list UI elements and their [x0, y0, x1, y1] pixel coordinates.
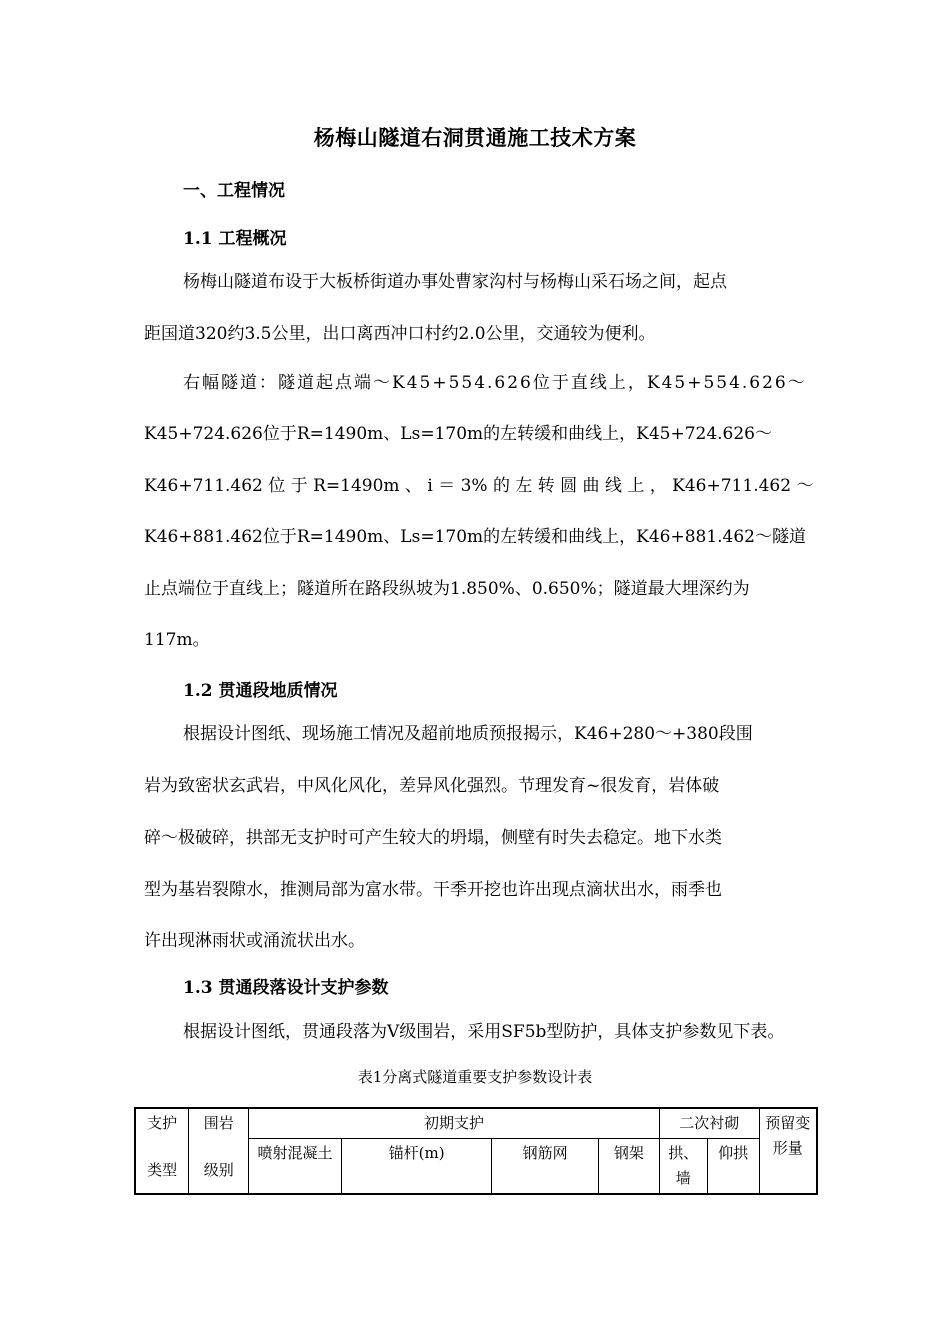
paragraph-line: K45+724.626位于R=1490m、Ls=170m的左转缓和曲线上，K45+724.626～	[144, 424, 773, 444]
paragraph-line: 距国道320约3.5公里，出口离西冲口村约2.0公里，交通较为便利。	[144, 324, 656, 344]
header-text: 围岩	[203, 1114, 234, 1132]
header-text: 类型	[147, 1161, 178, 1179]
paragraph-line: K46+881.462位于R=1490m、Ls=170m的左转缓和曲线上，K46+881.462～隧道	[144, 527, 807, 547]
paragraph-line: 根据设计图纸、现场施工情况及超前地质预报揭示，K46+280～+380段围	[183, 724, 753, 744]
support-parameter-table	[134, 1107, 818, 1195]
header-text: 级别	[203, 1161, 234, 1179]
paragraph-line: 型为基岩裂隙水，推测局部为富水带。干季开挖也许出现点滴状出水，雨季也	[144, 880, 722, 900]
subsection-heading-1-3: 1.3 贯通段落设计支护参数	[183, 978, 389, 998]
header-text: 支护	[147, 1114, 178, 1132]
paragraph-support-params: 根据设计图纸，贯通段落为Ⅴ级围岩，采用SF5b型防护，具体支护参数见下表。	[183, 1022, 785, 1042]
subheader-mesh: 钢筋网	[492, 1139, 599, 1195]
header-initial-support: 初期支护	[249, 1108, 660, 1139]
paragraph-line: 右幅隧道：隧道起点端～K45+554.626位于直线上，K45+554.626～	[183, 373, 807, 393]
paragraph-line: 止点端位于直线上；隧道所在路段纵坡为1.850%、0.650%；隧道最大埋深约为	[144, 579, 750, 599]
paragraph-line: 杨梅山隧道布设于大板桥街道办事处曹家沟村与杨梅山采石场之间，起点	[183, 272, 727, 292]
subsection-heading-1-1: 1.1 工程概况	[183, 229, 287, 249]
section-heading-1: 一、工程情况	[183, 181, 285, 201]
paragraph-line: 岩为致密状玄武岩，中风化风化，差异风化强烈。节理发育~很发育，岩体破	[144, 776, 720, 796]
paragraph-line: K46+711.462 位 于 R=1490m 、 i ＝ 3% 的 左 转 圆 曲 线 上 ， K46+711.462 ～	[144, 476, 814, 496]
document-title: 杨梅山隧道右洞贯通施工技术方案	[313, 125, 637, 150]
table-caption: 表1分离式隧道重要支护参数设计表	[357, 1068, 593, 1086]
header-secondary-lining: 二次衬砌	[659, 1108, 759, 1139]
table-header-row	[135, 1108, 817, 1139]
header-support-type	[135, 1108, 189, 1194]
subsection-heading-1-2: 1.2 贯通段地质情况	[183, 681, 338, 701]
subheader-bolt: 锚杆(m)	[341, 1139, 491, 1195]
subheader-invert: 仰拱	[707, 1139, 759, 1195]
subheader-arch-wall: 拱、墙	[659, 1139, 707, 1195]
header-rock-grade	[189, 1108, 249, 1194]
paragraph-line: 碎～极破碎，拱部无支护时可产生较大的坍塌，侧壁有时失去稳定。地下水类	[144, 828, 722, 848]
subheader-steel-frame: 钢架	[598, 1139, 659, 1195]
subheader-shotcrete: 喷射混凝土	[249, 1139, 342, 1195]
paragraph-line: 许出现淋雨状或涌流状出水。	[144, 931, 365, 951]
paragraph-line: 117m。	[144, 630, 210, 650]
header-reserved-deformation: 预留变形量	[759, 1108, 817, 1194]
